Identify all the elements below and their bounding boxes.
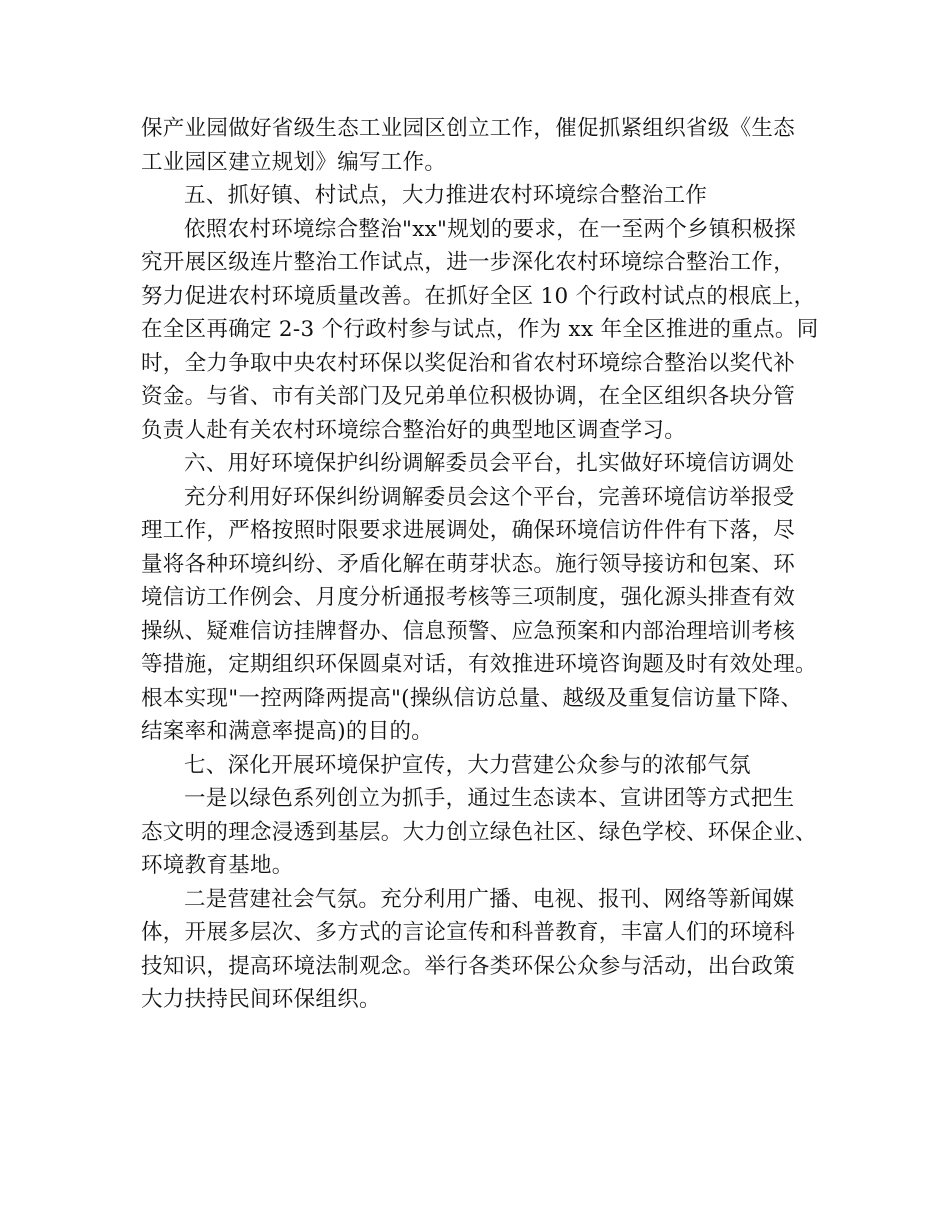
text-line: 资金。与省、市有关部门及兄弟单位积极协调，在全区组织各块分管	[141, 384, 796, 409]
text-line: 时，全力争取中央农村环保以奖促治和省农村环境综合整治以奖代补	[141, 350, 796, 376]
text-line: 五、抓好镇、村试点，大力推进农村环境综合整治工作	[184, 183, 708, 208]
text-line: 七、深化开展环境保护宣传，大力营建公众参与的浓郁气氛	[184, 752, 751, 778]
text-line: 根本实现"一控两降两提高"(操纵信访总量、越级及重复信访量下降、	[141, 685, 803, 711]
text-line: 体，开展多层次、多方式的言论宣传和科普教育，丰富人们的环境科	[141, 920, 796, 945]
text-line: 在全区再确定 2-3 个行政村参与试点，作为 xx 年全区推进的重点。同	[141, 317, 819, 342]
text-line: 充分利用好环保纠纷调解委员会这个平台，完善环境信访举报受	[184, 484, 795, 510]
text-line: 依照农村环境综合整治"xx"规划的要求，在一至两个乡镇积极探	[184, 216, 797, 242]
text-line: 态文明的理念浸透到基层。大力创立绿色社区、绿色学校、环保企业、	[141, 819, 817, 845]
text-line: 技知识，提高环境法制观念。举行各类环保公众参与活动，出台政策	[141, 953, 796, 979]
text-line: 环境教育基地。	[141, 853, 294, 878]
text-line: 努力促进农村环境质量改善。在抓好全区 10 个行政村试点的根底上，	[141, 283, 816, 309]
text-line: 境信访工作例会、月度分析通报考核等三项制度，强化源头排查有效	[141, 585, 796, 610]
text-line: 工业园区建立规划》编写工作。	[141, 149, 447, 175]
text-line: 等措施，定期组织环保圆桌对话，有效推进环境咨询题及时有效处理。	[141, 652, 817, 677]
text-line: 操纵、疑难信访挂牌督办、信息预警、应急预案和内部治理培训考核	[141, 618, 796, 644]
text-line: 结案率和满意率提高)的目的。	[141, 719, 434, 744]
text-line: 六、用好环境保护纠纷调解委员会平台，扎实做好环境信访调处	[184, 451, 795, 476]
text-line: 一是以绿色系列创立为抓手，通过生态读本、宣讲团等方式把生	[184, 786, 795, 811]
text-line: 二是营建社会气氛。充分利用广播、电视、报刊、网络等新闻媒	[184, 886, 795, 912]
text-line: 究开展区级连片整治工作试点，进一步深化农村环境综合整治工作，	[141, 250, 796, 275]
document-body	[141, 112, 831, 1017]
text-line: 大力扶持民间环保组织。	[141, 987, 381, 1012]
text-line: 量将各种环境纠纷、矛盾化解在萌芽状态。施行领导接访和包案、环	[141, 551, 796, 577]
text-line: 负责人赴有关农村环境综合整治好的典型地区调查学习。	[141, 417, 687, 443]
text-line: 保产业园做好省级生态工业园区创立工作，催促抓紧组织省级《生态	[141, 116, 796, 141]
text-line: 理工作，严格按照时限要求进展调处，确保环境信访件件有下落，尽	[141, 518, 796, 543]
